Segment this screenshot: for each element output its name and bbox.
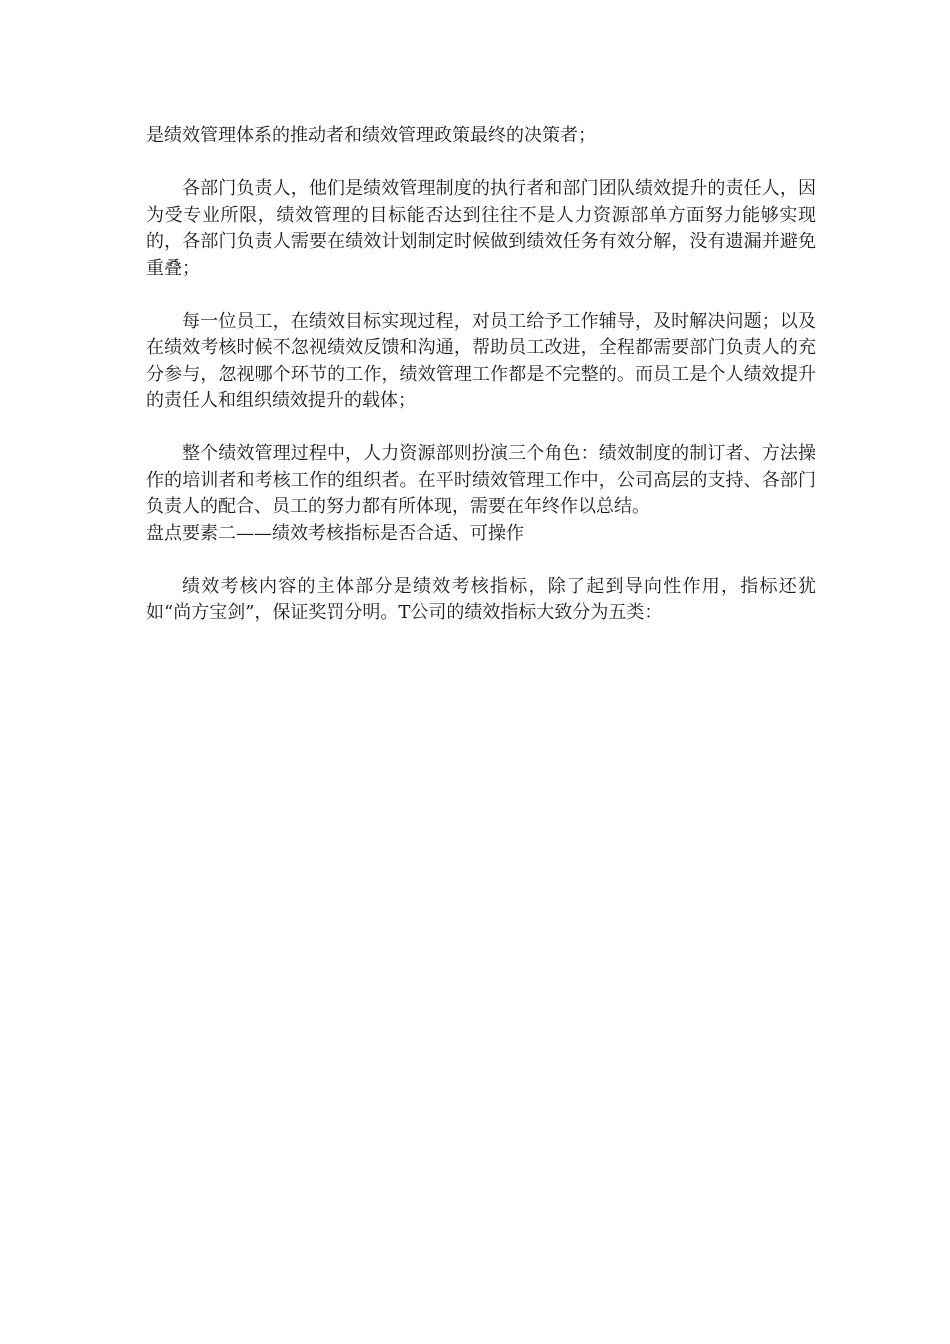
paragraph-employees: 每一位员工，在绩效目标实现过程，对员工给予工作辅导，及时解决问题；以及在绩效考核时候不忽视绩效反馈和沟通，帮助员工改进，全程都需要部门负责人的充分参与，忽视哪个环节的工作，绩效管理工作都是不完整的。而员工是个人绩效提升的责任人和组织绩效提升的载体； xyxy=(146,310,816,411)
paragraph-hr-roles: 整个绩效管理过程中，人力资源部则扮演三个角色：绩效制度的制订者、方法操作的培训者和考核工作的组织者。在平时绩效管理工作中，公司高层的支持、各部门负责人的配合、员工的努力都有所体现，需要在年终作以总结。 xyxy=(146,443,816,517)
paragraph-kpi-indicators: 绩效考核内容的主体部分是绩效考核指标，除了起到导向性作用，指标还犹如“尚方宝剑”，保证奖罚分明。T公司的绩效指标大致分为五类： xyxy=(146,575,816,623)
section-heading-element-two: 盘点要素二——绩效考核指标是否合适、可操作 xyxy=(146,522,524,544)
paragraph-decision-makers: 是绩效管理体系的推动者和绩效管理政策最终的决策者； xyxy=(146,125,596,146)
document-body xyxy=(146,123,816,653)
paragraph-department-heads: 各部门负责人，他们是绩效管理制度的执行者和部门团队绩效提升的责任人，因为受专业所限，绩效管理的目标能否达到往往不是人力资源部单方面努力能够实现的，各部门负责人需要在绩效计划制定时候做到绩效任务有效分解，没有遗漏并避免重叠； xyxy=(146,178,816,279)
